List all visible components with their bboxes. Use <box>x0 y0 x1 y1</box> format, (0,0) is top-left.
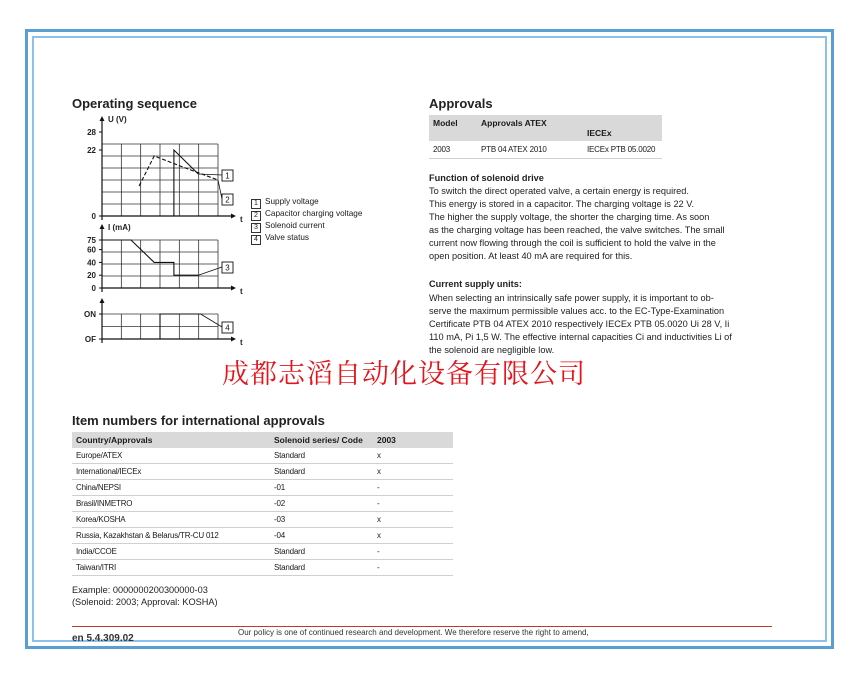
callout-label-1: 1 <box>225 171 230 181</box>
function-line-6: open position. At least 40 mA are required for this. <box>429 251 633 261</box>
legend-item-1: 1 Supply voltage <box>251 197 319 209</box>
approvals-table <box>429 115 662 159</box>
function-line-1: To switch the direct operated valve, a certain energy is required. <box>429 186 689 196</box>
y-tick-label: ON <box>84 310 96 319</box>
supply-heading: Current supply units: <box>429 279 522 289</box>
legend-item-2: 2 Capacitor charging voltage <box>251 209 362 221</box>
x-axis-label: t <box>240 215 243 224</box>
function-line-4: as the charging voltage has been reached, the valve switches. The small <box>429 225 725 235</box>
x-axis-label: t <box>240 287 243 296</box>
y-tick-label: OF <box>84 335 96 344</box>
y-tick-label: 20 <box>87 271 96 281</box>
supply-line-1: When selecting an intrinsically safe power supply, it is important to ob- <box>429 293 714 303</box>
item-numbers-heading: Item numbers for international approvals <box>72 413 325 428</box>
y-tick-label: 0 <box>91 212 96 221</box>
company-watermark: 成都志滔自动化设备有限公司 <box>222 359 586 390</box>
col-atex: Approvals ATEX <box>477 115 583 141</box>
table-row: Russia, Kazakhstan & Belarus/TR-CU 012 -04 x <box>72 528 453 544</box>
table-row: Europe/ATEX Standard x <box>72 448 453 464</box>
callout-label-4: 4 <box>225 323 230 333</box>
table-row: Taiwan/ITRI Standard - <box>72 560 453 576</box>
col-country: Country/Approvals <box>72 432 270 448</box>
y-axis-arrow <box>100 116 105 121</box>
supply-line-2: serve the maximum permissible values acc. to the EC-Type-Examination <box>429 306 725 316</box>
table-row: 2003 PTB 04 ATEX 2010 IECEx PTB 05.0020 <box>429 141 662 159</box>
col-series: Solenoid series/ Code <box>270 432 373 448</box>
table-row: Korea/KOSHA -03 x <box>72 512 453 528</box>
y-axis-label: U (V) <box>108 115 127 124</box>
function-line-2: This energy is stored in a capacitor. The charging voltage is 22 V. <box>429 199 695 209</box>
footer-policy: Our policy is one of continued research and development. We therefore reserve the right to amend, <box>238 628 589 637</box>
function-heading: Function of solenoid drive <box>429 173 544 183</box>
legend-item-3: 3 Solenoid current <box>251 221 325 233</box>
callout-line <box>198 267 222 275</box>
example-note: (Solenoid: 2003; Approval: KOSHA) <box>72 597 218 607</box>
operating-sequence-chart <box>60 112 250 347</box>
y-tick-label: 0 <box>91 284 96 293</box>
footer-doc-number: en 5.4.309.02 <box>72 633 134 644</box>
table-row: International/IECEx Standard x <box>72 464 453 480</box>
function-line-5: current now flowing through the coil is sufficient to hold the valve in the <box>429 238 716 248</box>
x-axis-arrow <box>231 286 236 291</box>
y-tick-label: 40 <box>87 258 96 268</box>
supply-line-3: Certificate PTB 04 ATEX 2010 respectively IECEx PTB 05.0020 Ui 28 V, Ii <box>429 319 730 329</box>
footer-divider <box>72 626 772 627</box>
legend-item-4: 4 Valve status <box>251 233 309 245</box>
col-model: Model <box>429 115 477 141</box>
table-row: China/NEPSI -01 - <box>72 480 453 496</box>
x-axis-label: t <box>240 338 243 347</box>
table-row: India/CCOE Standard - <box>72 544 453 560</box>
operating-sequence-heading: Operating sequence <box>72 96 197 111</box>
function-line-3: The higher the supply voltage, the shorter the charging time. As soon <box>429 212 710 222</box>
callout-label-2: 2 <box>225 195 230 205</box>
example-text: Example: 0000000200300000-03 <box>72 585 208 595</box>
y-axis-arrow <box>100 224 105 229</box>
callout-line <box>201 314 222 327</box>
series-line-2 <box>139 156 218 186</box>
callout-line <box>218 180 222 199</box>
col-iecex: IECEx <box>583 115 662 141</box>
approvals-heading: Approvals <box>429 96 493 111</box>
col-2003: 2003 <box>373 432 453 448</box>
x-axis-arrow <box>231 337 236 342</box>
y-axis-label: I (mA) <box>108 223 131 232</box>
y-tick-label: 75 <box>87 236 96 245</box>
y-tick-label: 22 <box>87 146 96 155</box>
y-tick-label: 60 <box>87 245 96 255</box>
series-line-3 <box>102 240 198 275</box>
series-line-1 <box>102 150 198 216</box>
y-tick-label: 28 <box>87 128 96 137</box>
callout-label-3: 3 <box>225 263 230 273</box>
supply-line-4: 110 mA, Pi 1,5 W. The effective internal capacities Ci and inductivities Li of <box>429 332 732 342</box>
y-axis-arrow <box>100 298 105 303</box>
table-row: Brasil/INMETRO -02 - <box>72 496 453 512</box>
x-axis-arrow <box>231 214 236 219</box>
supply-line-5: the solenoid are negligible low. <box>429 345 555 355</box>
item-numbers-table <box>72 432 453 576</box>
